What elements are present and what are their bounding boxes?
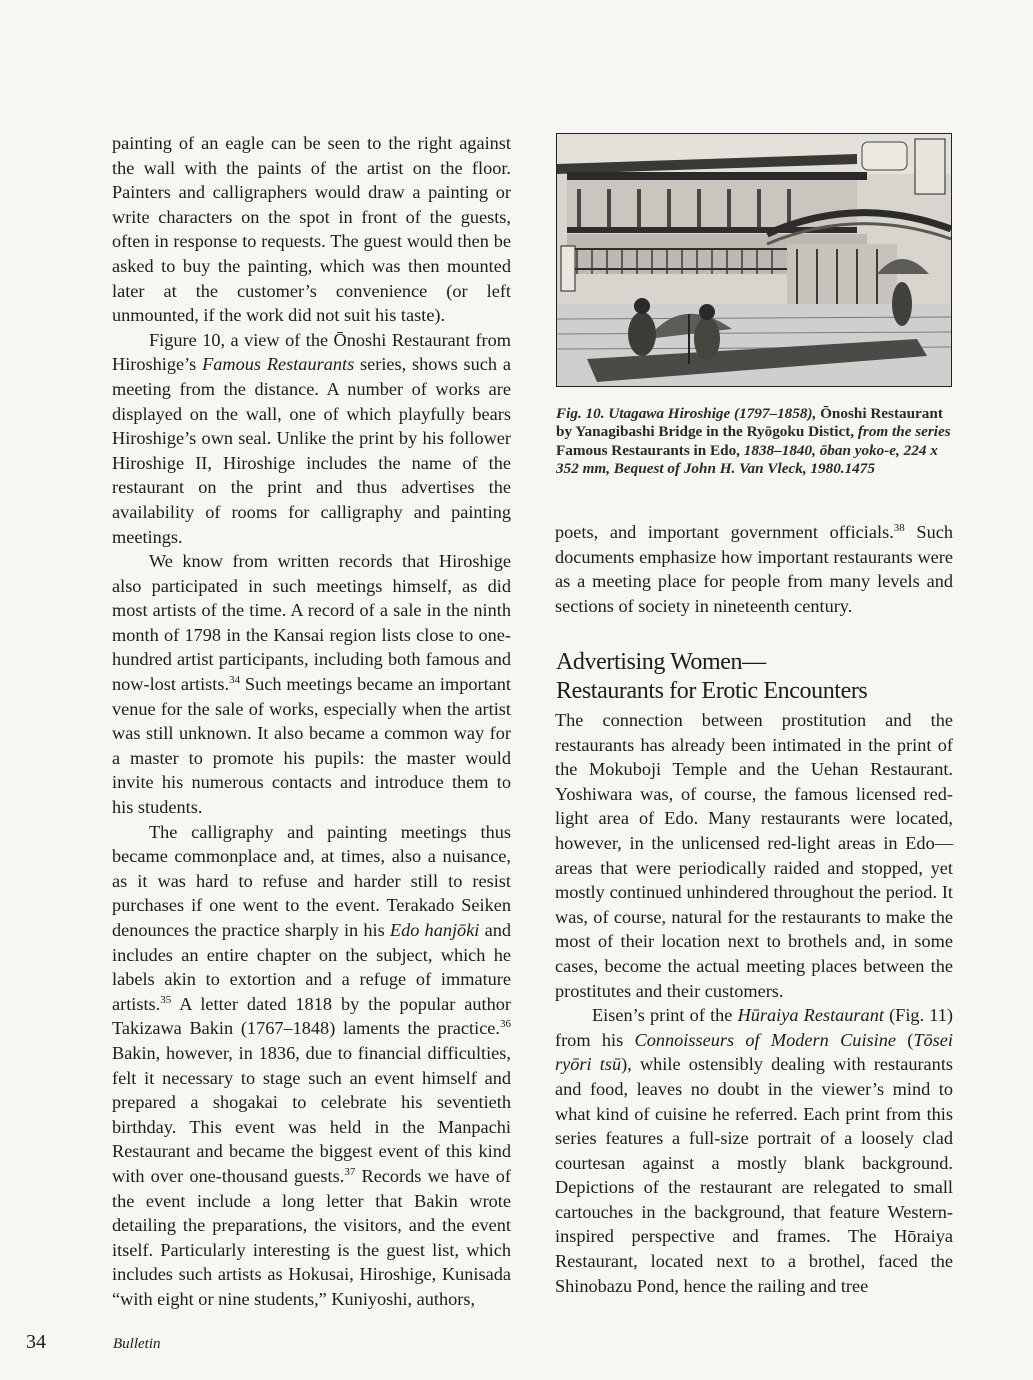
body-paragraph: The calligraphy and painting meetings thus became commonplace and, at times, also a nuisance, as it was hard to refuse and harder still to resist purchases if one went to the event. Terakado Seiken denounces the practice sharply in his Edo hanjōki and includes an entire chapter on the subject, which he labels akin to extortion and a refuge of immature artists.$^{35}$ A letter dated 1818 by the popular author Takizawa Bakin (1767–1848) laments the practice.$^{36}$ Bakin, however, in 1836, due to financial difficulties, felt it necessary to stage such an event himself and prepared a shogakai to celebrate his seventieth birthday. This event was held in the Manpachi Restaurant and became the biggest event of this kind with over one-thousand guests.$^{37}$ Records we have of the event include a long letter that Bakin wrote detailing the preparations, the visitors, and the event itself. Particularly interesting is the guest list, which includes such artists as Hokusai, Hiroshige, Kunisada “with eight or nine students,” Kuniyoshi, authors, [112, 821, 511, 1309]
figure-caption: Fig. 10. Utagawa Hiroshige (1797–1858), Ōnoshi Restaurant by Yanagibashi Bridge in the Ryōgoku Distict, from the series Famous Restaurants in Edo, 1838–1840, ōban yoko-e, 224 x 352 mm, Bequest of John H. Van Vleck, 1980.1475 [556, 405, 951, 477]
print-title: Hūraiya Restaurant [737, 1005, 884, 1026]
footnote-ref: 35 [160, 993, 172, 1006]
body-paragraph: poets, and important government officials.$^{38}$ Such documents emphasize how important restaurants were as a meeting place for people from many levels and sections of society in nineteenth century. [555, 522, 953, 616]
body-paragraph: Figure 10, a view of the Ōnoshi Restaurant from Hiroshige’s Famous Restaurants series, shows such a meeting from the distance. A number of works are displayed on the wall, one of which playfully bears Hiroshige’s own seal. Unlike the print by his follower Hiroshige II, Hiroshige includes the name of the restaurant on the print and thus advertises the availability of rooms for calligraphy and painting meetings. [112, 329, 511, 547]
body-paragraph: The connection between prostitution and the restaurants has already been intimated in the print of the Mokuboji Temple and the Uehan Restaurant. Yoshiwara was, of course, the famous licensed red-light area of Edo. Many restaurants were located, however, in the unlicensed red-light areas in Edo—areas that were periodically raided and stopped, yet mostly continued unhindered throughout the period. It was, of course, natural for the restaurants to make the most of their location next to brothels and, in some cases, become the actual meeting places between the prostitutes and their customers. [555, 710, 953, 1001]
footnote-ref: 34 [229, 674, 241, 687]
footnote-ref: 37 [344, 1165, 356, 1178]
body-paragraph: painting of an eagle can be seen to the right against the wall with the paints of the artist on the floor. Painters and calligraphers would draw a painting or write characters on the spot in front of the guests, often in response to requests. The guest would then be asked to buy the painting, which was then mounted later at the customer’s convenience (or left unmounted, if the work did not suit his taste). [112, 133, 511, 326]
left-column [112, 131, 511, 1312]
body-paragraph: Eisen’s print of the Hūraiya Restaurant (Fig. 11) from his Connoisseurs of Modern Cuisine (Tōsei ryōri tsū), while ostensibly dealing with restaurants and food, leaves no doubt in the viewer’s mind to what kind of cuisine he referred. Each print from this series features a full-size portrait of a loosely clad courtesan against a mostly blank background. Depictions of the restaurant are relegated to small cartouches in the background, that feature Western-inspired perspective and frames. The Hōraiya Restaurant, located next to a brothel, faced the Shinobazu Pond, hence the railing and tree [555, 1005, 954, 1296]
figure-10-print [556, 133, 952, 387]
publication-title: Bulletin [113, 1336, 161, 1352]
footnote-ref: 36 [500, 1018, 511, 1031]
book-title: Edo hanjōki [389, 920, 480, 940]
section-heading: Advertising Women— Restaurants for Erotic Encounters [556, 649, 868, 704]
series-title: Connoisseurs of Modern Cuisine [634, 1029, 896, 1050]
print-illustration [557, 134, 951, 386]
page-number: 34 [26, 1331, 46, 1353]
body-paragraph: We know from written records that Hiroshige also participated in such meetings himself, as did most artists of the time. A record of a sale in the ninth month of 1798 in the Kansai region lists close to one-hundred artist participants, including both famous and now-lost artists.$^{34}$ Such meetings became an important venue for the sale of works, especially when the artist was still unknown. It also became a common way for a master to promote his pupils: the master would invite his numerous contacts and introduce them to his students. [112, 551, 512, 818]
series-title: Famous Restaurants [202, 354, 355, 375]
right-column-section [555, 708, 953, 1298]
footnote-ref: 38 [893, 522, 905, 534]
right-column [555, 520, 953, 618]
series-title-japanese: Tōsei ryōri tsū [555, 1029, 953, 1075]
